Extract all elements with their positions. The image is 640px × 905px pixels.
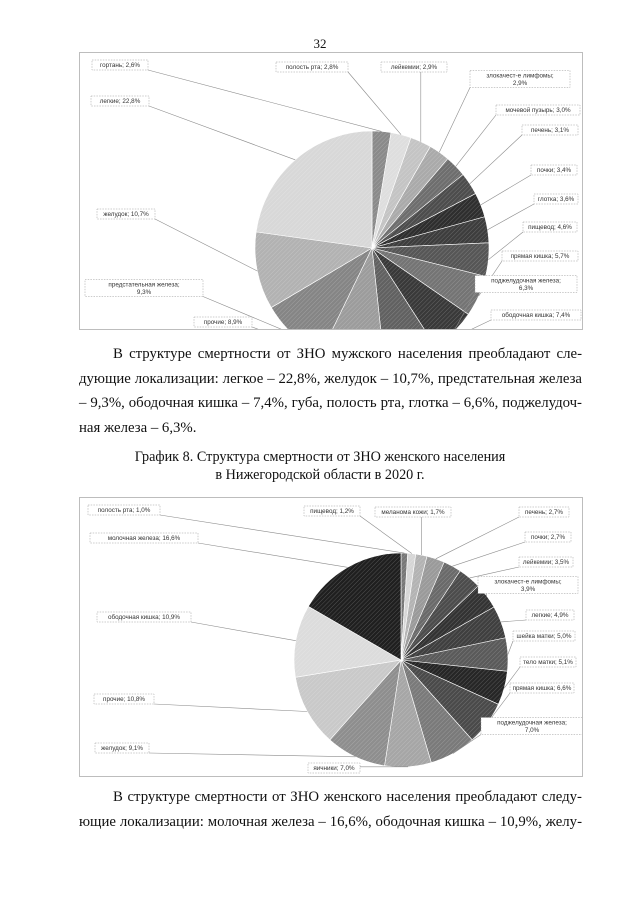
female-leader-line bbox=[198, 543, 348, 567]
data-label-text: злокачест-е лимфомы; bbox=[486, 72, 554, 80]
male-mortality-pie-chart bbox=[79, 52, 583, 330]
data-label-text: печень; 2,7% bbox=[524, 509, 564, 517]
female-label-пищевод bbox=[304, 506, 360, 516]
data-label-text: поджелудочная железа; bbox=[491, 277, 561, 285]
data-label-text: лейкемии; 3,5% bbox=[522, 559, 570, 567]
male-structure-paragraph bbox=[79, 342, 582, 440]
data-label-text: поджелудочная железа; bbox=[497, 719, 567, 727]
paragraph-line: дующие локализации: легкое – 22,8%, желудок – 10,7%, предстательная железа bbox=[79, 370, 582, 387]
data-label-text: ободочная кишка; 10,9% bbox=[107, 614, 181, 622]
data-label-text: молочная железа; 16,6% bbox=[107, 535, 181, 543]
male-leader-line bbox=[155, 219, 257, 271]
data-label-text: легкие; 4,9% bbox=[531, 612, 569, 620]
data-label-text: прочие; 8,9% bbox=[203, 319, 243, 327]
male-label-гортань bbox=[92, 60, 148, 70]
data-label-value: 7,0% bbox=[524, 727, 540, 734]
female-structure-paragraph bbox=[79, 785, 582, 834]
data-label-text: полость рта; 1,0% bbox=[97, 507, 151, 515]
data-label-text: мочевой пузырь; 3,0% bbox=[505, 107, 571, 115]
paragraph-line: В структуре смертности от ЗНО мужского населения преобладают сле- bbox=[113, 346, 582, 362]
data-label-value: 6,3% bbox=[518, 285, 534, 292]
female-label-легкие bbox=[526, 610, 574, 620]
female-leader-line bbox=[360, 516, 412, 554]
male-pie-svg bbox=[80, 53, 582, 329]
data-label-text: глотка; 3,6% bbox=[537, 196, 575, 204]
female-pie-svg bbox=[80, 498, 582, 776]
male-label-прочие bbox=[194, 317, 252, 327]
paragraph-line: ная железа – 6,3%. bbox=[79, 419, 197, 436]
data-label-text: полость рта; 2,8% bbox=[285, 64, 339, 72]
female-label-тело-матки bbox=[520, 657, 576, 667]
female-label-поджелудочная-железа bbox=[481, 718, 582, 735]
data-label-value: 2,9% bbox=[512, 80, 528, 87]
male-label-злокачест-е-лимфомы bbox=[470, 71, 570, 88]
female-label-шейка-матки bbox=[513, 631, 575, 641]
male-leader-line bbox=[348, 72, 401, 135]
male-label-предстательная-железа bbox=[85, 280, 203, 297]
female-slices bbox=[294, 553, 508, 767]
data-label-text: гортань; 2,6% bbox=[100, 62, 140, 70]
male-label-прямая-кишка bbox=[502, 251, 578, 261]
female-label-полость-рта bbox=[88, 505, 160, 515]
male-leader-line bbox=[481, 175, 531, 205]
data-label-text: прямая кишка; 5,7% bbox=[510, 253, 570, 261]
male-label-легкие bbox=[91, 96, 149, 106]
data-label-text: пищевод; 1,2% bbox=[310, 508, 354, 516]
female-label-злокачест-е-лимфомы bbox=[478, 577, 578, 594]
male-leader-line bbox=[470, 135, 522, 184]
female-leader-line bbox=[501, 620, 526, 622]
data-label-text: тело матки; 5,1% bbox=[523, 659, 573, 667]
male-label-поджелудочная-железа bbox=[475, 276, 577, 293]
male-leader-line bbox=[439, 88, 470, 153]
data-label-text: желудок; 10,7% bbox=[103, 211, 149, 219]
female-leader-line bbox=[436, 517, 519, 559]
female-leader-line bbox=[508, 641, 513, 654]
data-label-value: 9,3% bbox=[136, 289, 152, 296]
chart-caption bbox=[0, 448, 640, 484]
female-leader-line bbox=[149, 753, 355, 757]
female-label-почки bbox=[525, 532, 571, 542]
male-label-мочевой-пузырь bbox=[496, 105, 580, 115]
female-label-яичники bbox=[308, 763, 360, 773]
male-leader-line bbox=[149, 106, 295, 160]
data-label-text: шейка матки; 5,0% bbox=[516, 633, 572, 641]
male-label-пищевод bbox=[523, 222, 577, 232]
data-label-value: 3,9% bbox=[520, 586, 536, 593]
male-label-печень bbox=[522, 125, 578, 135]
data-label-text: почки; 2,7% bbox=[530, 534, 566, 542]
male-label-глотка bbox=[534, 194, 578, 204]
data-label-text: желудок; 9,1% bbox=[101, 745, 143, 753]
male-label-желудок bbox=[97, 209, 155, 219]
male-leader-line bbox=[148, 70, 382, 131]
male-label-ободочная-кишка bbox=[491, 310, 581, 320]
female-leader-line bbox=[452, 542, 525, 566]
male-slices bbox=[255, 131, 489, 329]
data-label-text: меланома кожи; 1,7% bbox=[381, 509, 445, 517]
caption-line: в Нижегородской области в 2020 г. bbox=[215, 467, 425, 483]
female-label-прямая-кишка bbox=[510, 683, 574, 693]
data-label-text: предстательная железа; bbox=[108, 281, 180, 289]
male-label-лейкемии bbox=[381, 62, 447, 72]
female-leader-line bbox=[191, 622, 296, 641]
data-label-text: яичники; 7,0% bbox=[313, 765, 355, 773]
male-label-почки bbox=[531, 165, 577, 175]
data-label-text: ободочная кишка; 7,4% bbox=[501, 312, 571, 320]
paragraph-line: В структуре смертности от ЗНО женского населения преобладают следу- bbox=[113, 789, 582, 805]
data-label-text: печень; 3,1% bbox=[530, 127, 570, 135]
paragraph-line: ющие локализации: молочная железа – 16,6%, ободочная кишка – 10,9%, желу- bbox=[79, 813, 582, 830]
female-label-лейкемии bbox=[519, 557, 573, 567]
data-label-text: почки; 3,4% bbox=[536, 167, 572, 175]
data-label-text: злокачест-е лимфомы; bbox=[494, 578, 562, 586]
female-label-печень bbox=[519, 507, 569, 517]
data-label-text: легкие; 22,8% bbox=[99, 98, 141, 106]
male-leader-line bbox=[456, 115, 496, 166]
female-mortality-pie-chart bbox=[79, 497, 583, 777]
female-label-прочие bbox=[94, 694, 154, 704]
paragraph-line: – 9,3%, ободочная кишка – 7,4%, губа, полость рта, глотка – 6,6%, поджелудоч- bbox=[79, 395, 582, 411]
data-label-text: прямая кишка; 6,6% bbox=[512, 685, 572, 693]
female-label-меланома-кожи bbox=[375, 507, 451, 517]
female-leader-line bbox=[154, 704, 307, 712]
female-label-ободочная-кишка bbox=[97, 612, 191, 622]
male-slice-texture bbox=[256, 131, 372, 248]
female-label-желудок bbox=[95, 743, 149, 753]
page-number: 32 bbox=[313, 36, 327, 51]
caption-line: График 8. Структура смертности от ЗНО женского населения bbox=[134, 449, 506, 465]
data-label-text: лейкемии; 2,9% bbox=[390, 64, 438, 72]
data-label-text: пищевод; 4,6% bbox=[528, 224, 572, 232]
female-label-молочная-железа bbox=[90, 533, 198, 543]
male-label-полость-рта bbox=[276, 62, 348, 72]
data-label-text: прочие; 10,8% bbox=[103, 696, 145, 704]
